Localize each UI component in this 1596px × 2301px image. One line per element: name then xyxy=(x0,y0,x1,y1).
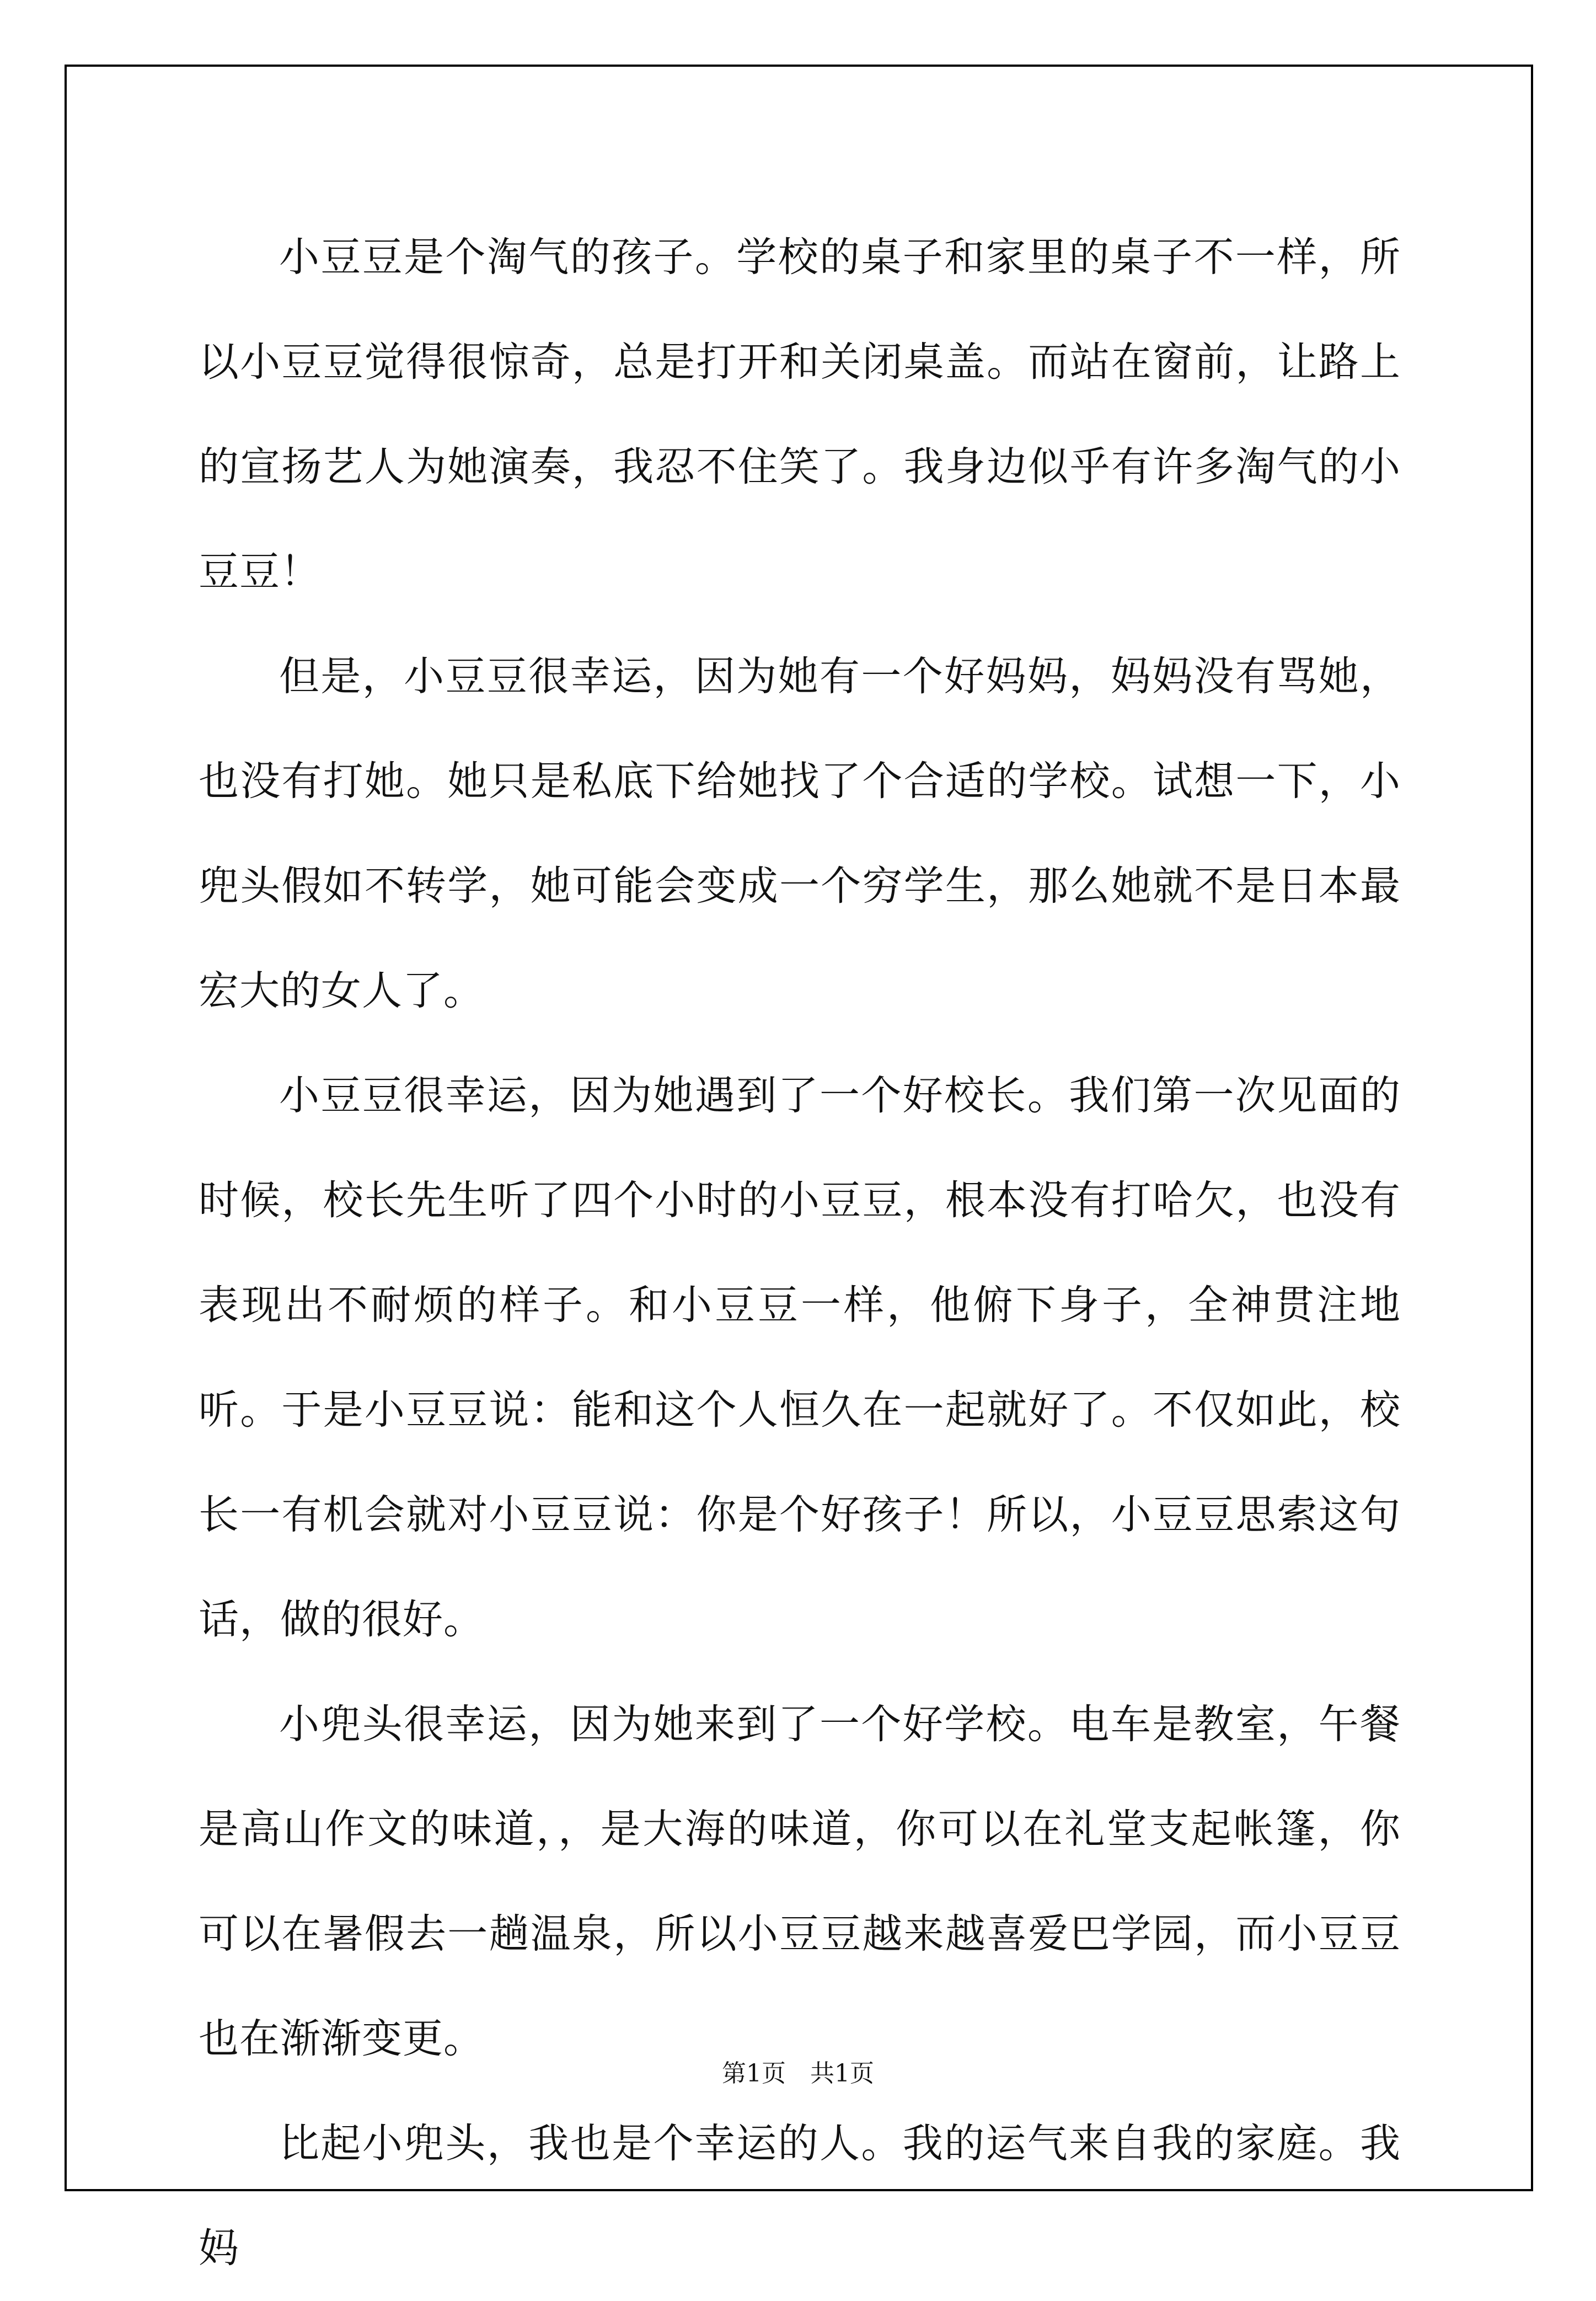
paragraph: 小豆豆很幸运，因为她遇到了一个好校长。我们第一次见面的时候，校长先生听了四个小时的小豆豆，根本没有打哈欠，也没有表现出不耐烦的样子。和小豆豆一样，他俯下身子，全神贯注地听。于是小豆豆说：能和这个人恒久在一起就好了。不仅如此，校长一有机会就对小豆豆说：你是个好孩子！所以，小豆豆思索这句话，做的很好。 xyxy=(199,1072,1401,1643)
paragraph: 但是，小豆豆很幸运，因为她有一个好妈妈，妈妈没有骂她，也没有打她。她只是私底下给她找了个合适的学校。试想一下，小兜头假如不转学，她可能会变成一个穷学生，那么她就不是日本最宏大的女人了。 xyxy=(199,653,1401,1014)
paragraph: 小豆豆是个淘气的孩子。学校的桌子和家里的桌子不一样，所以小豆豆觉得很惊奇，总是打开和关闭桌盖。而站在窗前，让路上的宣扬艺人为她演奏，我忍不住笑了。我身边似乎有许多淘气的小豆豆！ xyxy=(199,234,1401,595)
page-footer: 第1页 共1页 xyxy=(722,2059,874,2088)
paragraph: 小兜头很幸运，因为她来到了一个好学校。电车是教室，午餐是高山作文的味道，，是大海的味道，你可以在礼堂支起帐篷，你可以在暑假去一趟温泉，所以小豆豆越来越喜爱巴学园，而小豆豆也在渐渐变更。 xyxy=(199,1701,1401,2062)
paragraph: 比起小兜头，我也是个幸运的人。我的运气来自我的家庭。我妈 xyxy=(199,2120,1401,2272)
document-body xyxy=(199,205,1401,2301)
